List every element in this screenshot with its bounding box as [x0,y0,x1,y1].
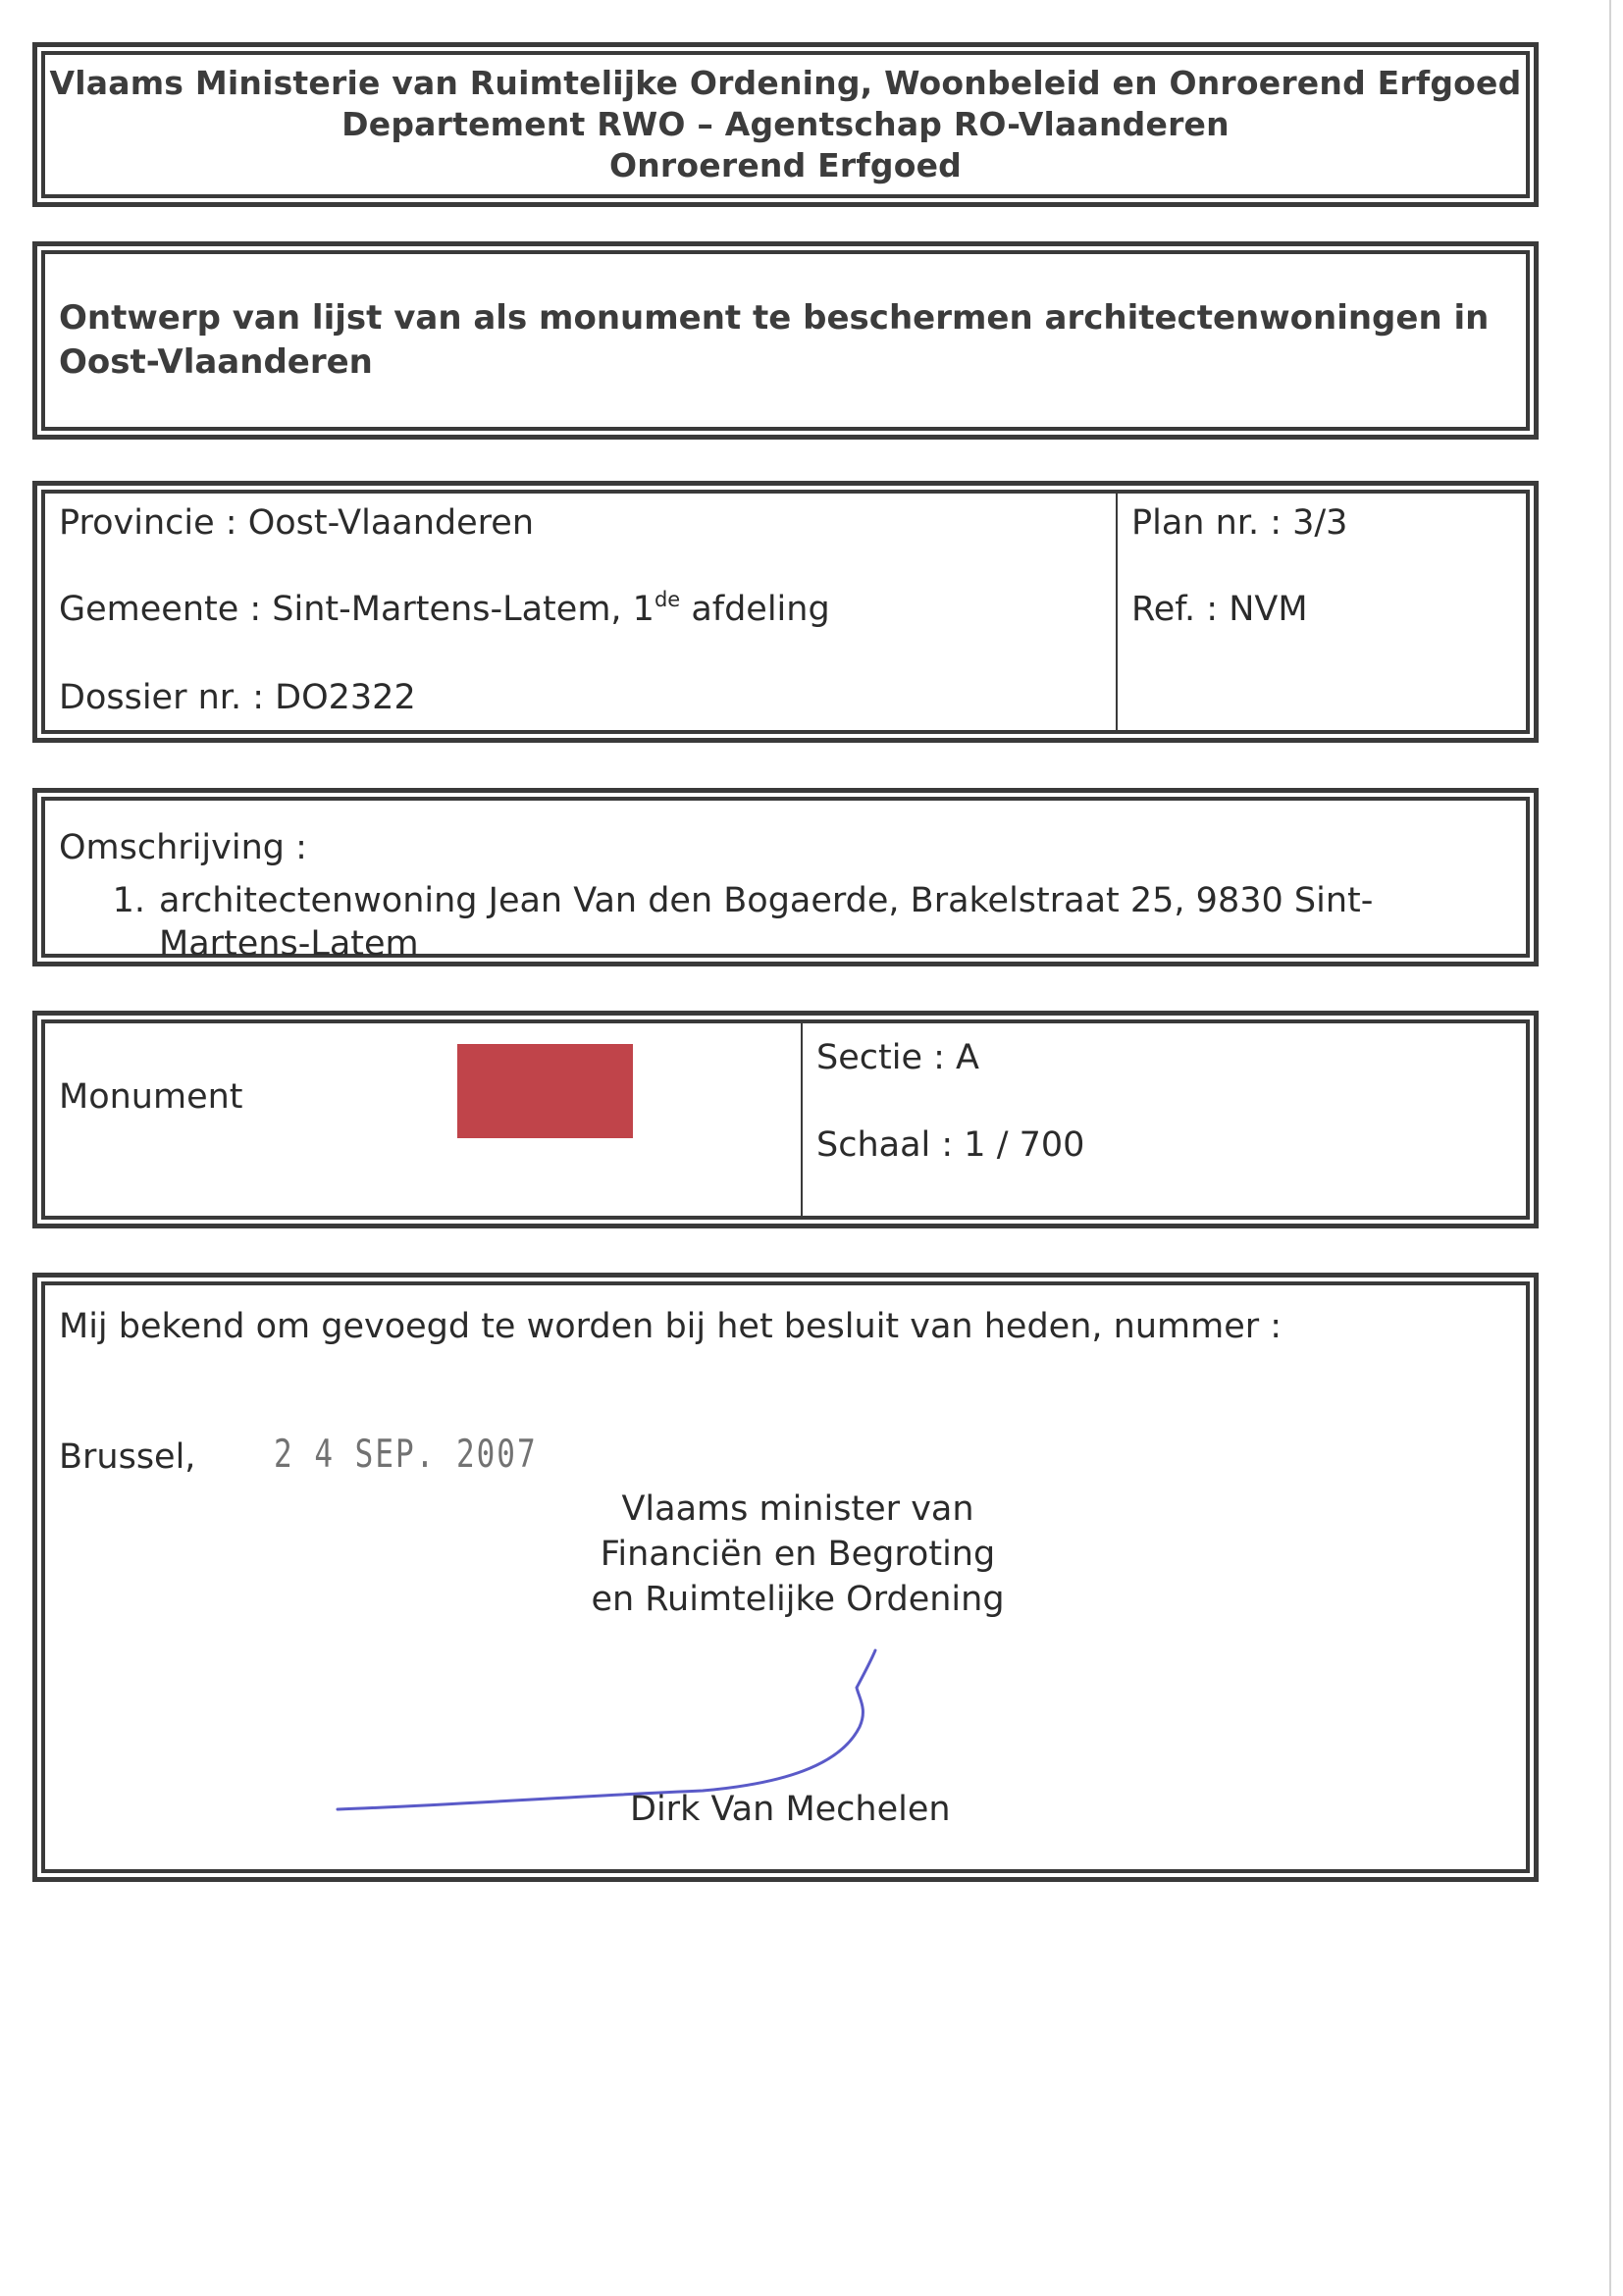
document-title-box [32,241,1539,440]
signer-name: Dirk Van Mechelen [630,1790,951,1829]
department-name: Departement RWO – Agentschap RO-Vlaanderen [341,105,1230,143]
document-title: Ontwerp van lijst van als monument te beschermen architectenwoningen in Oost-Vlaanderen [59,298,1490,382]
minister-title-line: Financiën en Begroting [600,1535,996,1574]
place-label: Brussel, [59,1437,196,1477]
gemeente-afdeling: afdeling [680,590,830,629]
provincie-field: Provincie : Oost-Vlaanderen [59,503,535,543]
page-edge [1609,0,1611,2296]
description-box [32,788,1539,966]
location-meta-box [32,481,1539,743]
description-label: Omschrijving : [59,828,307,867]
approval-box [32,1273,1539,1882]
approval-statement: Mij bekend om gevoegd te worden bij het besluit van heden, nummer : [59,1307,1283,1346]
list-item-number: 1. [112,881,145,920]
sectie-field: Sectie : A [816,1038,979,1077]
ministry-header-box [32,42,1539,207]
list-item [59,879,1511,965]
legend-box [32,1011,1539,1228]
schaal-field: Schaal : 1 / 700 [816,1125,1085,1165]
description-list [59,879,1511,965]
ordinal-suffix: de [654,588,681,611]
legend-label-monument: Monument [59,1077,243,1117]
minister-title-line: en Ruimtelijke Ordening [591,1580,1005,1619]
plan-column [1118,494,1526,730]
reference-field: Ref. : NVM [1131,590,1308,629]
minister-title [45,1487,1526,1622]
monument-color-swatch [457,1044,633,1138]
gemeente-field [59,590,830,629]
gemeente-text: Gemeente : Sint-Martens-Latem, 1 [59,590,654,629]
scale-column [803,1023,1526,1216]
plan-number-field: Plan nr. : 3/3 [1131,503,1348,543]
minister-title-line: Vlaams minister van [621,1489,974,1529]
agency-name: Onroerend Erfgoed [608,146,962,184]
dossier-field: Dossier nr. : DO2322 [59,678,416,717]
legend-column [45,1023,803,1216]
list-item-text: architectenwoning Jean Van den Bogaerde, Brakelstraat 25, 9830 Sint-Martens-Latem [159,881,1374,964]
location-column [45,494,1118,730]
ministry-name: Vlaams Ministerie van Ruimtelijke Ordening, Woonbeleid en Onroerend Erfgoed [49,64,1522,102]
date-stamp: 2 4 SEP. 2007 [274,1433,538,1477]
